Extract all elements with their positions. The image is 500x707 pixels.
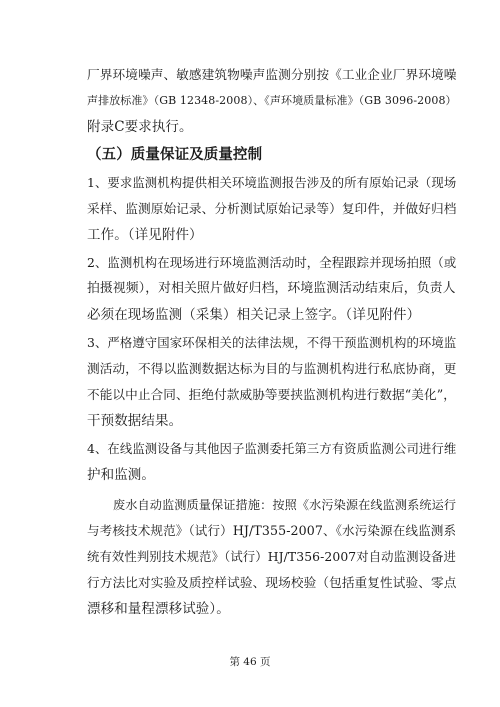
- body-text-line: 2、监测机构在现场进行环境监测活动时，全程跟踪并现场拍照（或: [87, 256, 457, 270]
- body-text-line: 4、在线监测设备与其他因子监测委托第三方有资质监测公司进行维: [87, 442, 457, 456]
- body-text-line: 厂界环境噪声、敏感建筑物噪声监测分别按《工业企业厂界环境噪: [87, 67, 457, 82]
- body-text-line: 拍摄视频），对相关照片做好归档，环境监测活动结束后，负责人: [87, 281, 456, 296]
- body-text-line: 必须在现场监测（采集）相关记录上签字。（详见附件）: [87, 307, 421, 323]
- body-text-line: 声排放标准》（GB 12348-2008）、《声环境质量标准》（GB 3096-2008）: [87, 94, 457, 107]
- page-number: 第 46 页: [229, 656, 271, 668]
- body-text-line: 护和监测。: [87, 467, 155, 483]
- body-text-line: 采样、监测原始记录、分析测试原始记录等）复印件，并做好归档: [87, 201, 457, 216]
- body-text-line: 废水自动监测质量保证措施：按照《水污染源在线监测系统运行: [113, 498, 457, 512]
- body-text-line: 行方法比对实验及质控样试验、现场校验（包括重复性试验、零点: [87, 575, 457, 590]
- body-text-line: 漂移和量程漂移试验）。: [87, 601, 230, 617]
- body-text-line: 不能以中止合同、拒绝付款威胁等要挟监测机构进行数据“美化”，: [87, 387, 456, 402]
- body-text-line: 1、要求监测机构提供相关环境监测报告涉及的所有原始记录（现场: [87, 176, 457, 190]
- body-text-line: 附录C要求执行。: [87, 119, 193, 135]
- body-text-line: 与考核技术规范》（试行）HJ/T355-2007、《水污染源在线监测系: [87, 523, 457, 538]
- section-heading: （五）质量保证及质量控制: [87, 147, 263, 163]
- body-text-line: 3、严格遵守国家环保相关的法律法规，不得干预监测机构的环境监: [87, 336, 457, 350]
- body-text-line: 统有效性判别技术规范》（试行）HJ/T356-2007对自动监测设备进: [87, 550, 456, 564]
- body-text-line: 测活动，不得以监测数据达标为目的与监测机构进行私底协商，更: [87, 361, 457, 376]
- body-text-line: 工作。（详见附件）: [87, 227, 203, 243]
- body-text-line: 干预数据结果。: [87, 413, 183, 429]
